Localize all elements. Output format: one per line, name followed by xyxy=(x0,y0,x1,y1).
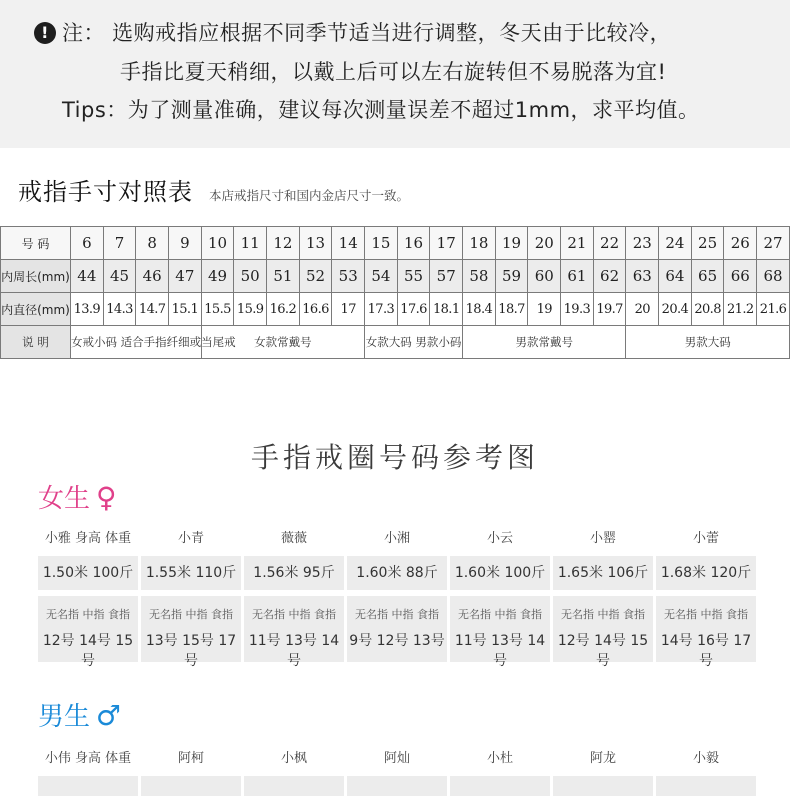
ring-sizes: 13号 15号 17号 xyxy=(145,633,237,669)
female-section-label xyxy=(38,478,117,518)
diameter-cell: 16.6 xyxy=(299,293,332,326)
finger-size-box xyxy=(656,596,756,669)
person-stats-box xyxy=(347,776,447,796)
ring-sizes: 11号 13号 14号 xyxy=(454,633,546,669)
circumference-cell: 65 xyxy=(691,260,724,293)
circumference-cell: 64 xyxy=(659,260,692,293)
person-stats-box xyxy=(244,776,344,796)
sizes-cell: 22 xyxy=(593,227,626,260)
person-stats: 1.50米 100斤 xyxy=(38,556,138,590)
person-name: 阿柯 xyxy=(177,751,204,766)
finger-size-box xyxy=(244,596,344,669)
diameter-row xyxy=(1,293,790,326)
person-stats-box xyxy=(38,776,138,796)
finger-labels: 无名指 中指 食指 xyxy=(561,608,645,621)
person-name: 小青 xyxy=(177,531,204,546)
diameter-cell: 17 xyxy=(332,293,365,326)
female-symbol-icon: ♀ xyxy=(96,481,117,514)
ring-sizes: 12号 14号 15号 xyxy=(557,633,649,669)
ring-sizes: 12号 14号 15号 xyxy=(42,633,134,669)
notice-line-2: 手指比夏天稍细，以戴上后可以左右旋转但不易脱落为宜! xyxy=(120,60,667,84)
diameter-cell: 18.1 xyxy=(430,293,463,326)
diameter-cell: 20.8 xyxy=(691,293,724,326)
person-stats: 1.55米 110斤 xyxy=(141,556,241,590)
circumference-cell: 46 xyxy=(136,260,169,293)
person-stats-box xyxy=(656,776,756,796)
diameter-cell: 18.7 xyxy=(495,293,528,326)
finger-size-box xyxy=(347,596,447,662)
female-header-label: 小雅 身高 体重 xyxy=(44,531,132,546)
circumference-cell: 44 xyxy=(71,260,104,293)
row-label: 说 明 xyxy=(1,326,71,359)
circumference-cell: 62 xyxy=(593,260,626,293)
description-cell: 女戒小码 适合手指纤细或当尾戒 xyxy=(71,326,202,359)
diameter-cell: 15.5 xyxy=(201,293,234,326)
sizes-cell: 21 xyxy=(561,227,594,260)
finger-labels: 无名指 中指 食指 xyxy=(458,608,542,621)
description-cell: 女款常戴号 xyxy=(201,326,364,359)
female-label: 女生 xyxy=(38,484,91,514)
diameter-cell: 15.1 xyxy=(169,293,202,326)
circumference-cell: 68 xyxy=(757,260,790,293)
circumference-cell: 52 xyxy=(299,260,332,293)
sizes-cell: 23 xyxy=(626,227,659,260)
person-name: 阿龙 xyxy=(589,751,616,766)
sizes-cell: 15 xyxy=(365,227,398,260)
sizes-cell: 25 xyxy=(691,227,724,260)
diameter-cell: 14.7 xyxy=(136,293,169,326)
diameter-cell: 20.4 xyxy=(659,293,692,326)
finger-labels: 无名指 中指 食指 xyxy=(355,608,439,621)
circumference-cell: 50 xyxy=(234,260,267,293)
finger-labels: 无名指 中指 食指 xyxy=(252,608,336,621)
diameter-cell: 15.9 xyxy=(234,293,267,326)
description-row xyxy=(1,326,790,359)
reference-title: 手指戒圈号码参考图 xyxy=(250,441,539,474)
sizes-cell: 17 xyxy=(430,227,463,260)
circumference-cell: 66 xyxy=(724,260,757,293)
notice-panel xyxy=(0,0,790,148)
circumference-cell: 45 xyxy=(103,260,136,293)
circumference-cell: 63 xyxy=(626,260,659,293)
sizes-cell: 11 xyxy=(234,227,267,260)
diameter-cell: 16.2 xyxy=(267,293,300,326)
circumference-cell: 51 xyxy=(267,260,300,293)
finger-size-box xyxy=(553,596,653,669)
person-name: 小枫 xyxy=(280,751,307,766)
person-stats: 1.65米 106斤 xyxy=(553,556,653,590)
ring-sizes: 11号 13号 14号 xyxy=(248,633,340,669)
person-name: 小湘 xyxy=(383,531,410,546)
circumference-cell: 61 xyxy=(561,260,594,293)
sizes-cell: 18 xyxy=(463,227,496,260)
diameter-cell: 17.6 xyxy=(397,293,430,326)
sizes-cell: 12 xyxy=(267,227,300,260)
circumference-cell: 58 xyxy=(463,260,496,293)
circumference-cell: 59 xyxy=(495,260,528,293)
diameter-cell: 14.3 xyxy=(103,293,136,326)
sizes-cell: 13 xyxy=(299,227,332,260)
diameter-cell: 21.2 xyxy=(724,293,757,326)
sizes-cell: 16 xyxy=(397,227,430,260)
person-stats: 1.60米 100斤 xyxy=(450,556,550,590)
description-cell: 男款大码 xyxy=(626,326,790,359)
sizes-cell: 7 xyxy=(103,227,136,260)
sizes-cell: 14 xyxy=(332,227,365,260)
sizes-cell: 10 xyxy=(201,227,234,260)
finger-size-box xyxy=(450,596,550,669)
circumference-cell: 53 xyxy=(332,260,365,293)
male-label: 男生 xyxy=(38,702,91,732)
person-name: 薇薇 xyxy=(280,531,307,546)
row-label: 号 码 xyxy=(1,227,71,260)
sizes-cell: 27 xyxy=(757,227,790,260)
diameter-cell: 20 xyxy=(626,293,659,326)
diameter-cell: 19 xyxy=(528,293,561,326)
notice-line-1: ! 注： 选购戒指应根据不同季节适当进行调整，冬天由于比较冷， xyxy=(34,17,671,47)
notice-line-3: Tips：为了测量准确，建议每次测量误差不超过1mm，求平均值。 xyxy=(62,98,700,122)
person-stats-box xyxy=(141,776,241,796)
person-stats: 1.68米 120斤 xyxy=(656,556,756,590)
finger-size-box xyxy=(38,596,138,669)
diameter-cell: 17.3 xyxy=(365,293,398,326)
finger-labels: 无名指 中指 食指 xyxy=(46,608,130,621)
sizes-cell: 9 xyxy=(169,227,202,260)
person-stats-box xyxy=(553,776,653,796)
size-table-subtitle: 本店戒指尺寸和国内金店尺寸一致。 xyxy=(209,188,410,203)
person-name: 小云 xyxy=(486,531,513,546)
exclamation-icon: ! xyxy=(34,22,56,44)
circumference-cell: 57 xyxy=(430,260,463,293)
male-header-label: 小伟 身高 体重 xyxy=(44,751,132,766)
diameter-cell: 19.7 xyxy=(593,293,626,326)
diameter-cell: 18.4 xyxy=(463,293,496,326)
male-symbol-icon: ♂ xyxy=(96,699,122,732)
circumference-cell: 47 xyxy=(169,260,202,293)
ring-sizes: 9号 12号 13号 xyxy=(349,633,445,649)
row-label: 内直径(mm) xyxy=(1,293,71,326)
person-name: 小蕾 xyxy=(692,531,719,546)
sizes-cell: 19 xyxy=(495,227,528,260)
ring-size-table xyxy=(0,226,790,359)
person-stats: 1.60米 88斤 xyxy=(347,556,447,590)
circumference-row xyxy=(1,260,790,293)
diameter-cell: 13.9 xyxy=(71,293,104,326)
ring-sizes: 14号 16号 17号 xyxy=(660,633,752,669)
circumference-cell: 49 xyxy=(201,260,234,293)
person-name: 小毅 xyxy=(692,751,719,766)
sizes-cell: 24 xyxy=(659,227,692,260)
finger-size-box xyxy=(141,596,241,669)
circumference-cell: 55 xyxy=(397,260,430,293)
sizes-cell: 8 xyxy=(136,227,169,260)
person-stats-box xyxy=(450,776,550,796)
diameter-cell: 21.6 xyxy=(757,293,790,326)
sizes-cell: 20 xyxy=(528,227,561,260)
person-stats: 1.56米 95斤 xyxy=(244,556,344,590)
circumference-cell: 60 xyxy=(528,260,561,293)
description-cell: 男款常戴号 xyxy=(463,326,626,359)
size-number-row xyxy=(1,227,790,260)
male-section-label xyxy=(38,696,121,736)
finger-labels: 无名指 中指 食指 xyxy=(664,608,748,621)
person-name: 小杜 xyxy=(486,751,513,766)
sizes-cell: 6 xyxy=(71,227,104,260)
description-cell: 女款大码 男款小码 xyxy=(365,326,463,359)
person-name: 小罂 xyxy=(589,531,616,546)
person-name: 阿灿 xyxy=(383,751,410,766)
size-table-title: 戒指手寸对照表 xyxy=(18,178,193,206)
row-label: 内周长(mm) xyxy=(1,260,71,293)
sizes-cell: 26 xyxy=(724,227,757,260)
diameter-cell: 19.3 xyxy=(561,293,594,326)
finger-labels: 无名指 中指 食指 xyxy=(149,608,233,621)
circumference-cell: 54 xyxy=(365,260,398,293)
